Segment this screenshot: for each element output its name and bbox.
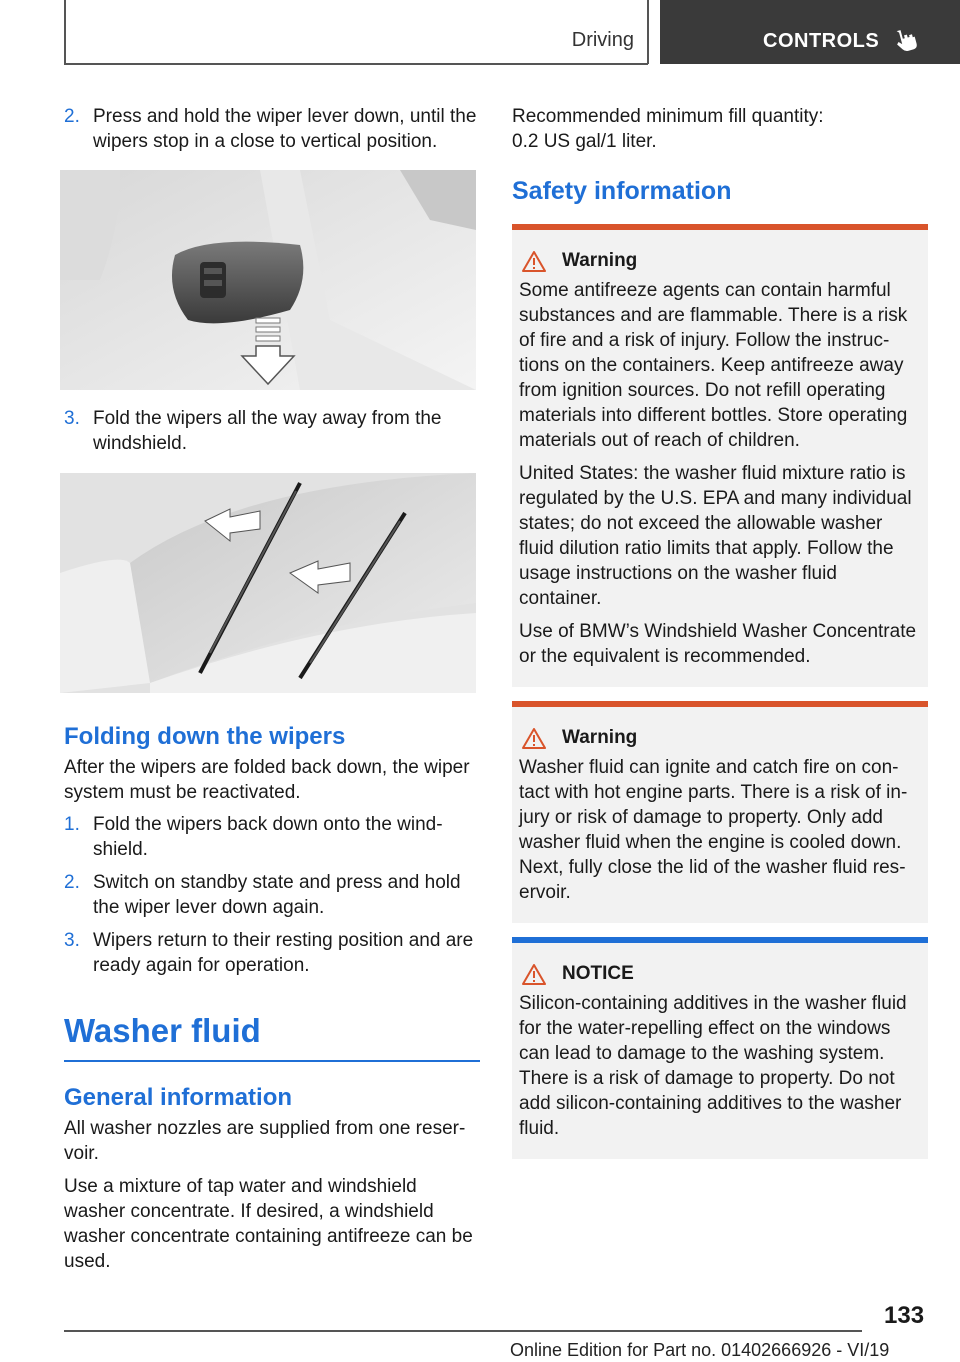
windshield-wipers-illustration [60, 473, 476, 693]
warning-triangle-icon [522, 250, 546, 272]
folding-step [64, 812, 480, 862]
warning-title [519, 250, 920, 272]
left-column [64, 104, 480, 1274]
folding-heading: Folding down the wipers [64, 723, 346, 750]
folding-intro: After the wipers are folded back down, the wiper system must be reactivated. [64, 757, 470, 803]
wiper-step-2 [64, 104, 480, 154]
warning-title-text: Warning [562, 727, 638, 748]
step-number: 1. [64, 814, 80, 835]
safety-heading: Safety information [512, 177, 732, 205]
notice-paragraph: Silicon-containing additives in the washer fluid for the water-repelling effect on the windows can lead to damage to the washing system. There is a risk of damage to property. Do not add silicon-containing additives to the washer fluid. [519, 993, 907, 1139]
warning-paragraph: United States: the washer fluid mixture ratio is regulated by the U.S. EPA and many individual states; do not exceed the allowable washer fluid dilution ratio limits that apply. Follow the usage instructions on the washer fluid container. [519, 463, 912, 609]
page-number: 133 [884, 1302, 925, 1329]
header-chapter-label: CONTROLS [763, 30, 880, 52]
header-section-title: Driving [571, 29, 634, 51]
warning-triangle-icon [522, 727, 546, 749]
step-text: Fold the wipers back down onto the windshield. [93, 814, 443, 860]
warning-box [512, 701, 928, 923]
step-text: Switch on standby state and press and hold the wiper lever down again. [93, 872, 461, 918]
general-info-p2: Use a mixture of tap water and windshield washer concentrate. If desired, a windshield washer concentrate containing antifreeze can be used. [64, 1176, 473, 1272]
warning-paragraph: Washer fluid can ignite and catch fire on contact with hot engine parts. There is a risk of injury or risk of damage to property. Only add washer fluid when the engine is cooled down. Next, fully close the lid of the washer fluid reservoir. [519, 757, 908, 903]
notice-triangle-icon [522, 963, 546, 985]
notice-box [512, 937, 928, 1159]
wiper-lever-illustration [60, 170, 476, 390]
header-chapter-tab[interactable] [660, 0, 960, 64]
warning-title [519, 727, 920, 749]
notice-title [519, 963, 920, 985]
washer-fluid-heading: Washer fluid [64, 1012, 480, 1062]
warning-paragraph: Use of BMW’s Windshield Washer Concentrate or the equivalent is recommended. [519, 621, 917, 667]
header-rule-right [647, 0, 649, 64]
step-number: 3. [64, 930, 80, 951]
header-rule-left [64, 0, 66, 64]
step-number: 3. [64, 408, 80, 429]
folding-steps-list [64, 812, 480, 978]
general-info-heading: General information [64, 1084, 293, 1111]
warning-box [512, 224, 928, 687]
header-rule-bottom [64, 63, 648, 65]
notice-title-text: NOTICE [562, 963, 634, 984]
pointing-hand-icon [894, 26, 918, 52]
footer-rule [64, 1330, 862, 1332]
step-text: Press and hold the wiper lever down, until the wipers stop in a close to vertical position. [93, 106, 477, 152]
warning-paragraph: Some antifreeze agents can contain harmful substances and are flammable. There is a risk of fire and a risk of injury. Follow the instructions on the containers. Keep antifreeze away from ignition sources. Do not refill operating materials into different bottles. Store operating materials out of reach of children. [519, 280, 908, 451]
step-number: 2. [64, 872, 80, 893]
folding-step [64, 928, 480, 978]
warning-title-text: Warning [562, 250, 638, 271]
general-info-p1: All washer nozzles are supplied from one reservoir. [64, 1118, 466, 1164]
step-text: Fold the wipers all the way away from the windshield. [93, 408, 442, 454]
folding-step [64, 870, 480, 920]
right-column [512, 104, 928, 1159]
step-text: Wipers return to their resting position and are ready again for operation. [93, 930, 474, 976]
fill-quantity-text: Recommended minimum fill quantity: 0.2 US gal/1 liter. [512, 106, 824, 152]
edition-text: Online Edition for Part no. 01402666926 - VI/19 [510, 1340, 890, 1360]
step-number: 2. [64, 106, 80, 127]
wiper-step-3 [64, 406, 480, 456]
